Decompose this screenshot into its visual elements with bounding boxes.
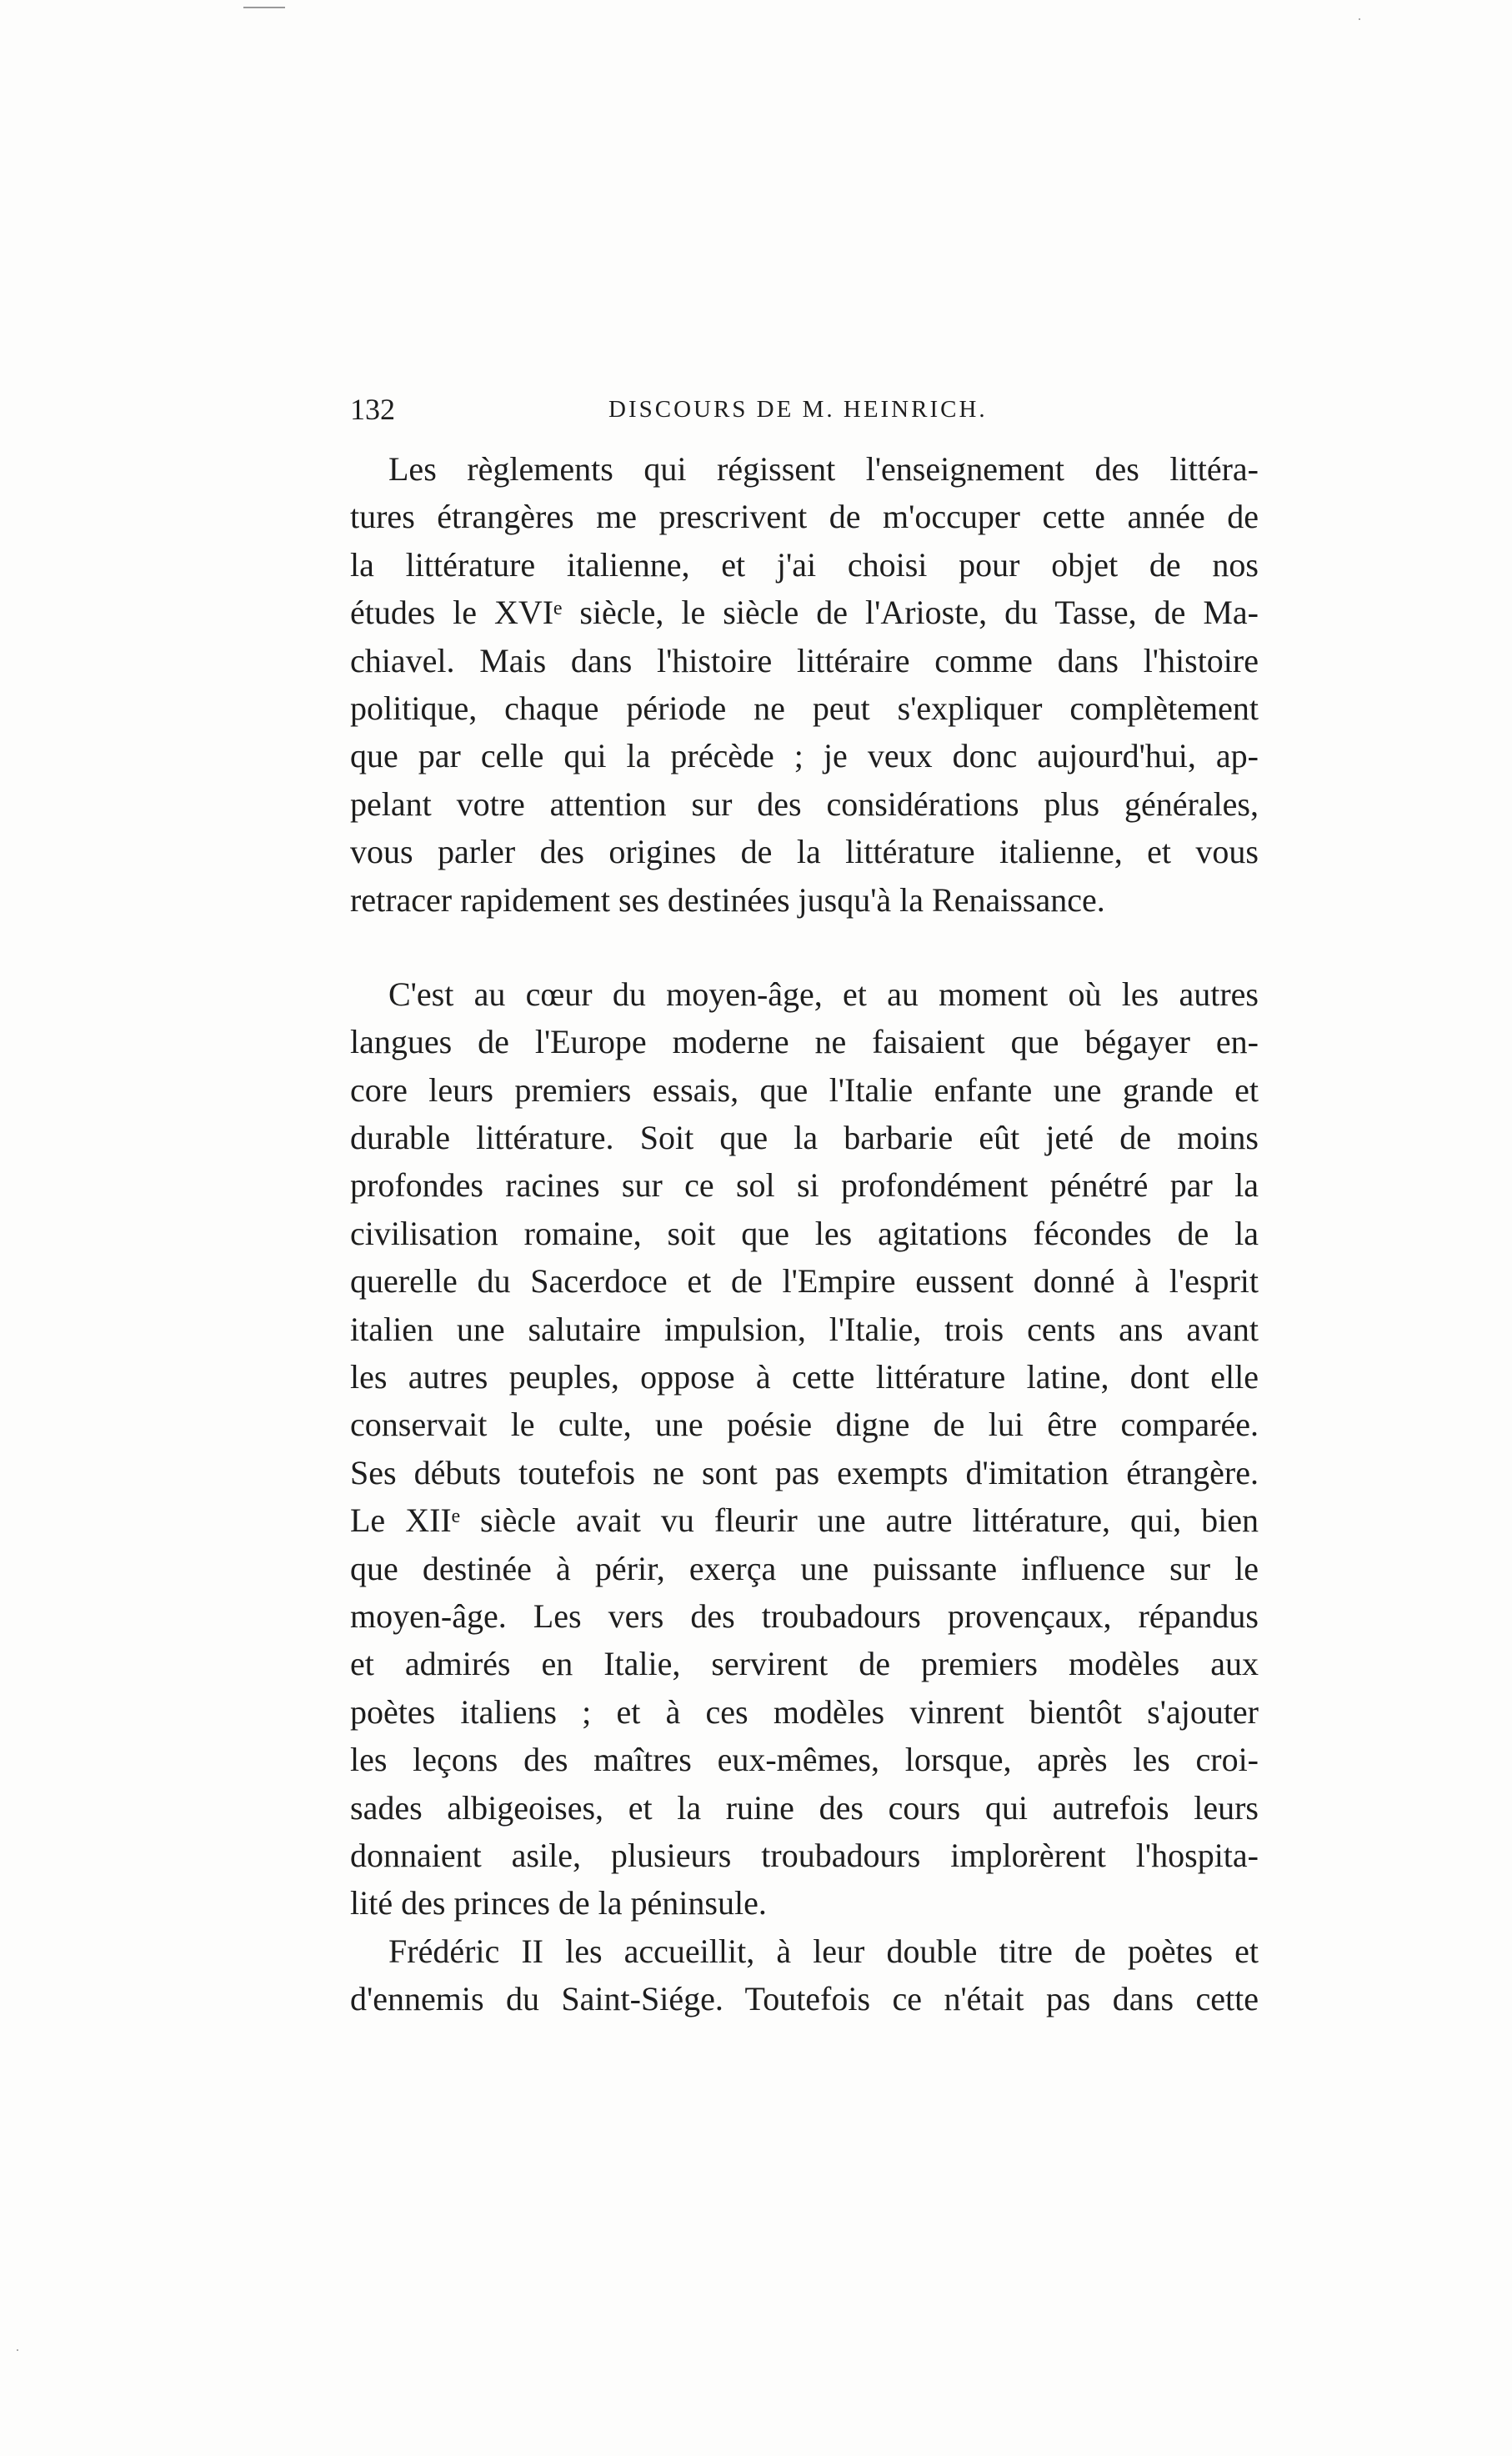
- text-line: Le XIIᵉ siècle avait vu fleurir une autre littérature, qui, bien: [350, 1501, 1259, 1540]
- text-line: que destinée à périr, exerça une puissante influence sur le: [350, 1549, 1259, 1587]
- text-line: durable littérature. Soit que la barbarie eût jeté de moins: [350, 1119, 1259, 1157]
- text-line: Ses débuts toutefois ne sont pas exempts d'imitation étrangère.: [350, 1453, 1259, 1491]
- paragraph-2: [350, 970, 1259, 1927]
- text-line: politique, chaque période ne peut s'expliquer complètement: [350, 689, 1259, 727]
- body-text: [350, 445, 1259, 2023]
- page-number: 132: [350, 393, 395, 426]
- text-line: vous parler des origines de la littérature italienne, et vous: [350, 833, 1259, 871]
- scan-artifact-mark: [243, 7, 285, 8]
- text-line: chiavel. Mais dans l'histoire littéraire comme dans l'histoire: [350, 641, 1259, 679]
- text-line: italien une salutaire impulsion, l'Italie, trois cents ans avant: [350, 1310, 1259, 1348]
- text-line: pelant votre attention sur des considérations plus générales,: [350, 784, 1259, 823]
- text-line: lité des princes de la péninsule.: [350, 1884, 767, 1922]
- text-line: querelle du Sacerdoce et de l'Empire eussent donné à l'esprit: [350, 1262, 1259, 1301]
- text-line: d'ennemis du Saint-Siége. Toutefois ce n'était pas dans cette: [350, 1980, 1259, 2018]
- text-line: langues de l'Europe moderne ne faisaient que bégayer en-: [350, 1023, 1259, 1061]
- page-header: [350, 388, 1259, 430]
- text-line: profondes racines sur ce sol si profondément pénétré par la: [350, 1166, 1259, 1205]
- paragraph-1: [350, 445, 1259, 924]
- text-line: que par celle qui la précède ; je veux donc aujourd'hui, ap-: [350, 737, 1259, 775]
- paragraph-3: [350, 1927, 1259, 2023]
- running-head: DISCOURS DE M. HEINRICH.: [608, 396, 988, 423]
- text-line: tures étrangères me prescrivent de m'occuper cette année de: [350, 498, 1259, 536]
- text-line: les leçons des maîtres eux-mêmes, lorsque, après les croi-: [350, 1741, 1259, 1779]
- text-line: études le XVIᵉ siècle, le siècle de l'Arioste, du Tasse, de Ma-: [350, 594, 1259, 632]
- text-line: civilisation romaine, soit que les agitations fécondes de la: [350, 1214, 1259, 1252]
- text-line: poètes italiens ; et à ces modèles vinrent bientôt s'ajouter: [350, 1692, 1259, 1731]
- text-line: moyen-âge. Les vers des troubadours provençaux, répandus: [350, 1596, 1259, 1635]
- text-line: Frédéric II les accueillit, à leur double titre de poètes et: [388, 1932, 1259, 1970]
- text-line: les autres peuples, oppose à cette littérature latine, dont elle: [350, 1358, 1259, 1396]
- scan-artifact-dot: [1359, 18, 1360, 20]
- scan-artifact-dot: [17, 2349, 18, 2351]
- text-line: la littérature italienne, et j'ai choisi pour objet de nos: [350, 545, 1259, 584]
- text-line: Les règlements qui régissent l'enseignement des littéra-: [388, 450, 1259, 488]
- text-line: C'est au cœur du moyen-âge, et au moment où les autres: [388, 975, 1259, 1013]
- text-line: conservait le culte, une poésie digne de lui être comparée.: [350, 1406, 1259, 1444]
- text-line: donnaient asile, plusieurs troubadours implorèrent l'hospita-: [350, 1836, 1259, 1874]
- text-line: retracer rapidement ses destinées jusqu'à la Renaissance.: [350, 880, 1105, 919]
- text-line: et admirés en Italie, servirent de premiers modèles aux: [350, 1645, 1259, 1683]
- text-line: core leurs premiers essais, que l'Italie enfante une grande et: [350, 1070, 1259, 1109]
- text-line: sades albigeoises, et la ruine des cours qui autrefois leurs: [350, 1788, 1259, 1827]
